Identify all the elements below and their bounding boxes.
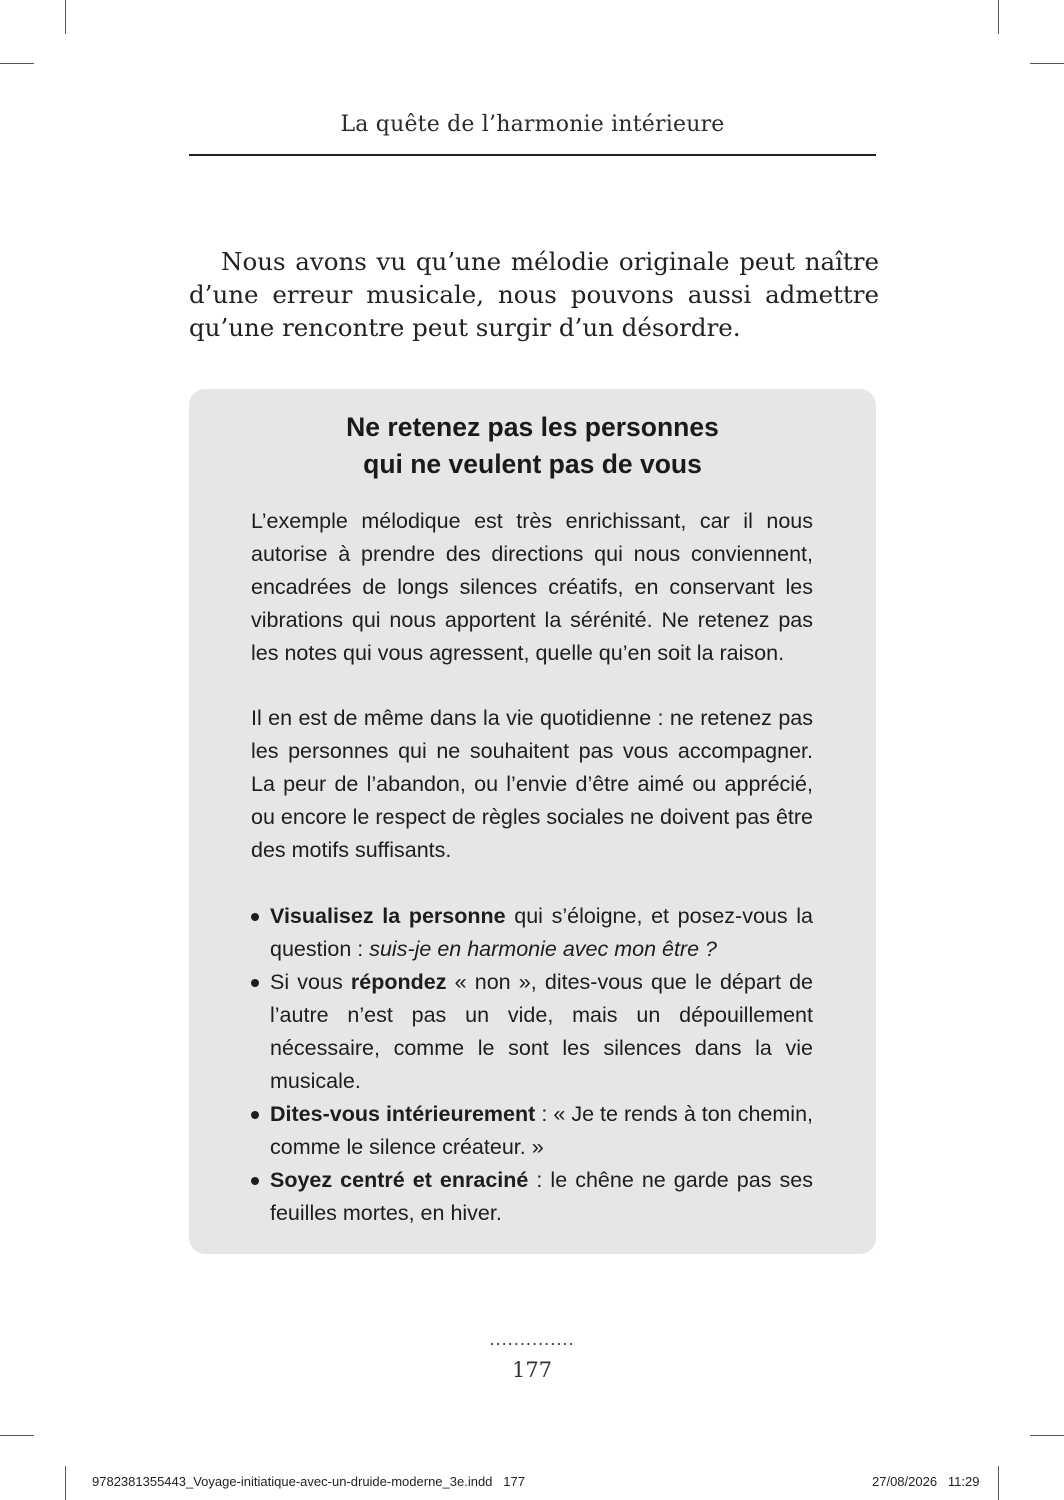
list-item xyxy=(251,1098,813,1164)
page-number: 177 xyxy=(511,1358,553,1382)
box-title-line-1: Ne retenez pas les personnes xyxy=(346,412,719,442)
bullet-text: qui s’éloigne, et posez-vous la question : xyxy=(270,904,813,961)
crop-mark-bottom-right xyxy=(998,1466,999,1500)
bullet-text: « non », dites-vous que le départ de l’autre n’est pas un vide, mais un dépouillement nécessaire, comme le sont les silences dans la vie musicale. xyxy=(270,970,813,1093)
exercise-box xyxy=(189,389,876,1254)
bullet-icon xyxy=(251,913,259,921)
box-title-line-2: qui ne veulent pas de vous xyxy=(363,449,702,479)
bullet-bold: Dites-vous intérieurement xyxy=(270,1102,536,1126)
bullet-bold: Visualisez la personne xyxy=(270,904,506,928)
bullet-pre: Si vous xyxy=(270,970,351,994)
bullet-icon xyxy=(251,1111,259,1119)
intro-text: Nous avons vu qu’une mélodie originale peut naître d’une erreur musicale, nous pouvons aussi admettre qu’une rencontre peut surgir d’un désordre. xyxy=(189,247,879,342)
bullet-italic: suis-je en harmonie avec mon être ? xyxy=(369,937,717,961)
bullet-bold: Soyez centré et enraciné xyxy=(270,1168,529,1192)
bullet-text: : « Je te rends à ton chemin, comme le silence créateur. » xyxy=(270,1102,814,1159)
crop-mark-bottom-right-h xyxy=(1030,1435,1064,1436)
crop-mark-top-right-h xyxy=(1030,63,1064,64)
box-paragraph-2: Il en est de même dans la vie quotidienne : ne retenez pas les personnes qui ne souhaitent pas vous accompagner. La peur de l’abandon, ou l’envie d’être aimé ou apprécié, ou encore le respect de règles sociales ne doivent pas être des motifs suffisants. xyxy=(251,706,813,862)
bullet-icon xyxy=(251,979,259,987)
box-title xyxy=(189,409,876,483)
box-paragraph-1: L’exemple mélodique est très enrichissant, car il nous autorise à prendre des directions qui nous conviennent, encadrées de longs silences créatifs, en conservant les vibrations qui nous apportent la sérénité. Ne retenez pas les notes qui vous agressent, quelle qu’en soit la raison. xyxy=(251,509,813,665)
crop-mark-bottom-left-h xyxy=(0,1435,34,1436)
running-head: La quête de l’harmonie intérieure xyxy=(340,112,725,137)
slug-filename: 9782381355443_Voyage-initiatique-avec-un-druide-moderne_3e.indd 177 xyxy=(92,1474,525,1489)
bullet-icon xyxy=(251,1177,259,1185)
list-item xyxy=(251,900,813,966)
header-rule xyxy=(189,154,876,156)
footer-ornament: .............. xyxy=(489,1330,575,1349)
advice-list xyxy=(251,900,813,1230)
bullet-bold: répondez xyxy=(350,970,447,994)
crop-mark-bottom-left xyxy=(65,1466,66,1500)
crop-mark-top-right xyxy=(998,0,999,34)
list-item xyxy=(251,966,813,1098)
crop-mark-top-left xyxy=(65,0,66,34)
bullet-text: : le chêne ne garde pas ses feuilles mortes, en hiver. xyxy=(270,1168,813,1225)
crop-mark-top-left-h xyxy=(0,63,34,64)
list-item xyxy=(251,1164,813,1230)
slug-date: 27/08/2026 11:29 xyxy=(872,1474,980,1489)
intro-paragraph xyxy=(189,245,879,344)
